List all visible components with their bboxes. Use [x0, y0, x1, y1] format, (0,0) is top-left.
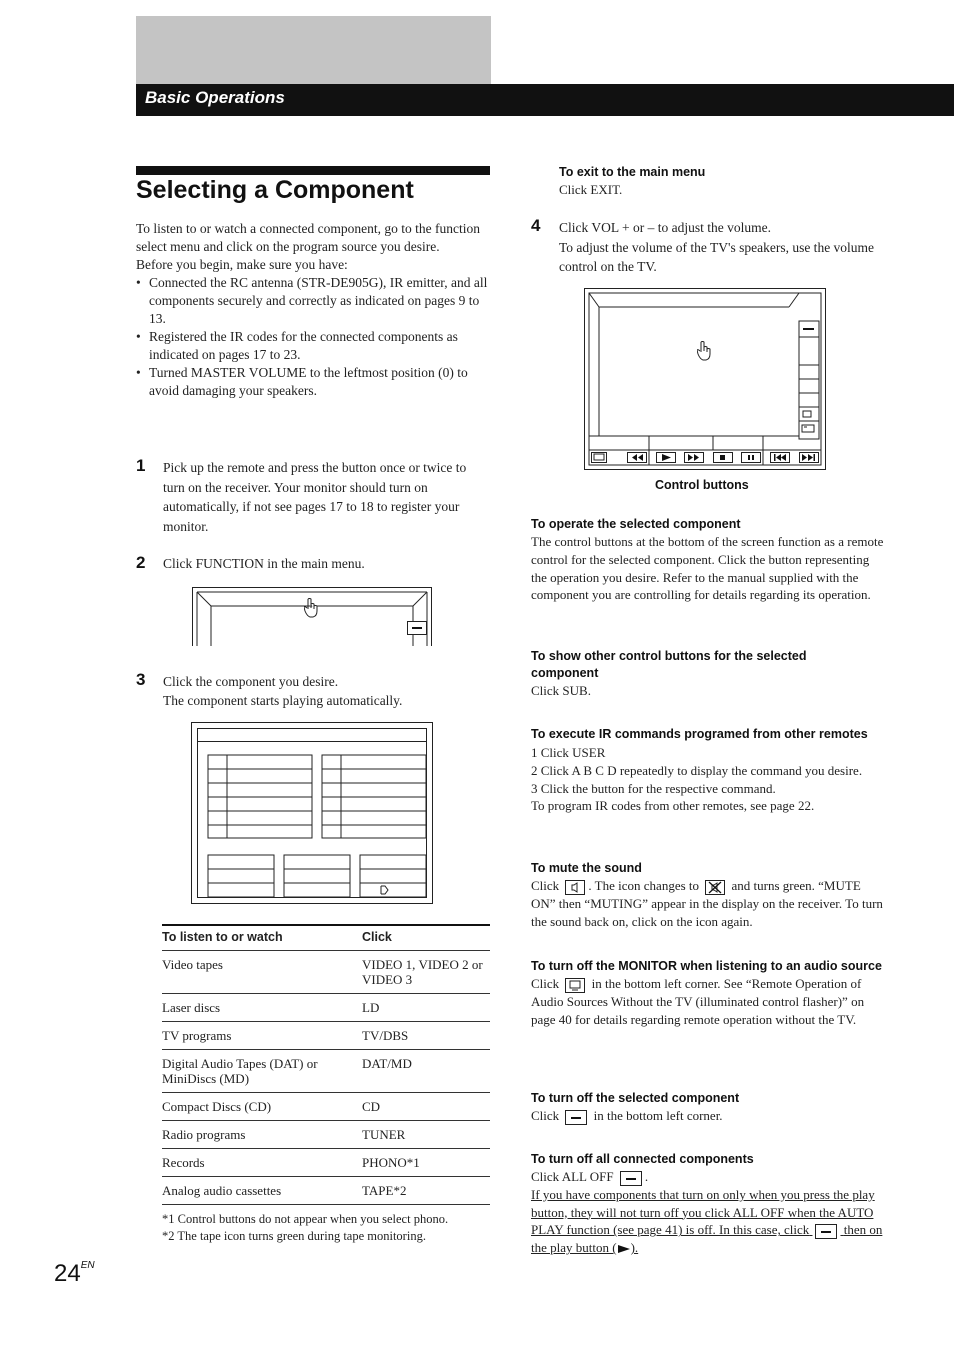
table-row	[162, 1121, 490, 1149]
footnote: *1 Control buttons do not appear when you select phono.	[162, 1212, 449, 1226]
speaker-icon	[565, 880, 585, 895]
section-mute	[531, 860, 887, 930]
section-heading: To execute IR commands programed from other remotes	[531, 727, 868, 741]
step-text	[559, 218, 889, 277]
table-cell: Compact Discs (CD)	[162, 1093, 362, 1121]
table-row	[162, 1177, 490, 1205]
play-button[interactable]	[656, 452, 676, 463]
minus-icon	[565, 1110, 587, 1125]
function-grid	[192, 723, 432, 903]
section-monitor	[531, 958, 887, 1028]
intro	[136, 220, 490, 400]
function-select-screen	[191, 722, 433, 904]
page-title: Selecting a Component	[136, 176, 414, 204]
monitor-icon	[565, 978, 585, 993]
table-cell: DAT/MD	[362, 1050, 490, 1093]
step-line: Click VOL + or – to adjust the volume.	[559, 220, 771, 235]
section-note: If you have components that turn on only when you press the play button, they will not turn off you click ALL OFF when the AUTO PLAY function (see page 41) is off. In this case, click then on the play button ( ).	[531, 1186, 883, 1256]
section-show	[531, 648, 861, 700]
rewind-button[interactable]	[627, 452, 647, 463]
table-cell: Radio programs	[162, 1121, 362, 1149]
table-row	[162, 1050, 490, 1093]
column-header: To listen to or watch	[162, 925, 362, 951]
function-button[interactable]	[407, 621, 427, 635]
pause-button[interactable]	[741, 452, 761, 463]
skip-back-icon	[771, 453, 789, 462]
control-screen	[584, 288, 826, 470]
fast-forward-icon	[685, 453, 703, 462]
step-number: 2	[136, 553, 146, 572]
table-cell: CD	[362, 1093, 490, 1121]
list-item: 1 Click USER	[531, 745, 606, 760]
table-cell: Video tapes	[162, 951, 362, 994]
table-row	[162, 994, 490, 1022]
list-item: 2 Click A B C D repeatedly to display the command you desire.	[531, 762, 863, 778]
intro-text: To listen to or watch a connected component, go to the function select menu and click on the program source you desire.	[136, 221, 480, 254]
table-row	[162, 1022, 490, 1050]
table-cell: TAPE*2	[362, 1177, 490, 1205]
section-text: The control buttons at the bottom of the screen function as a remote control for the selected component. Click the button representing the operation you desire. Refer to the manual supplied with the component you are controlling for details regarding its operation.	[531, 534, 884, 603]
table-cell: TUNER	[362, 1121, 490, 1149]
section-text: Click SUB.	[531, 683, 591, 698]
step-number: 1	[136, 456, 146, 475]
title-rule	[136, 166, 490, 175]
table-cell: VIDEO 1, VIDEO 2 or VIDEO 3	[362, 951, 490, 994]
table-cell: Laser discs	[162, 994, 362, 1022]
section-text: Click ALL OFF .	[531, 1169, 649, 1184]
muted-speaker-icon	[705, 880, 725, 895]
skip-forward-icon	[800, 453, 818, 462]
table-header-row	[162, 925, 490, 951]
section-alloff	[531, 1151, 887, 1257]
step-line: Click the component you desire.	[163, 674, 339, 689]
table-cell: TV programs	[162, 1022, 362, 1050]
step-text	[163, 672, 402, 710]
step-line: The component starts playing automatically.	[163, 693, 403, 708]
table-row	[162, 1149, 490, 1177]
previous-button[interactable]	[770, 452, 790, 463]
table-cell: LD	[362, 994, 490, 1022]
page-number	[54, 1260, 95, 1288]
page-number-value: 24	[54, 1260, 81, 1287]
stop-icon	[714, 453, 732, 462]
section-title: Basic Operations	[145, 88, 285, 107]
control-screen-frame	[585, 289, 825, 469]
rewind-icon	[628, 453, 646, 462]
step-text: Pick up the remote and press the button once or twice to turn on the receiver. Your monitor should turn on automatically, if not see pages 17 to 18 to register your monitor.	[163, 460, 467, 534]
page-suffix: EN	[80, 1260, 95, 1271]
section-heading: To turn off the selected component	[531, 1091, 740, 1105]
monitor-icon	[592, 453, 606, 462]
list-item: • Registered the IR codes for the connected components as indicated on pages 17 to 23.	[149, 328, 490, 364]
section-heading: To mute the sound	[531, 861, 642, 875]
table-cell: Analog audio cassettes	[162, 1177, 362, 1205]
column-header: Click	[362, 925, 490, 951]
table-notes	[162, 1211, 482, 1245]
section-operate	[531, 516, 887, 604]
table-row	[162, 951, 490, 994]
section-heading: To turn off all connected components	[531, 1152, 754, 1166]
section-text: Click in the bottom left corner.	[531, 1108, 723, 1123]
table-cell: Digital Audio Tapes (DAT) or MiniDiscs (MD)	[162, 1050, 362, 1093]
exit-text: Click EXIT.	[559, 182, 623, 197]
section-heading: To operate the selected component	[531, 517, 741, 531]
pause-icon	[742, 453, 760, 462]
header-gray-block	[136, 16, 491, 84]
intro-before: Before you begin, make sure you have:	[136, 257, 348, 272]
footnote: *2 The tape icon turns green during tape monitoring.	[162, 1229, 426, 1243]
component-table-wrap	[162, 924, 490, 1245]
table-cell: Records	[162, 1149, 362, 1177]
fast-forward-button[interactable]	[684, 452, 704, 463]
section-text: To program IR codes from other remotes, see page 22.	[531, 798, 815, 814]
table-cell: PHONO*1	[362, 1149, 490, 1177]
main-menu-screen	[192, 587, 432, 646]
next-button[interactable]	[799, 452, 819, 463]
hand-cursor-icon	[697, 341, 711, 361]
diagram-caption: Control buttons	[655, 478, 749, 492]
play-icon	[617, 1244, 631, 1254]
hand-cursor-icon	[304, 598, 318, 618]
minus-icon	[815, 1224, 837, 1239]
section-ir	[531, 726, 887, 815]
list-item: • Connected the RC antenna (STR-DE905G), IR emitter, and all components securely and correctly as indicated on pages 9 to 13.	[149, 274, 490, 328]
step-line: To adjust the volume of the TV's speakers, use the volume control on the TV.	[559, 239, 875, 274]
section-text: Click in the bottom left corner. See “Remote Operation of Audio Sources Without the TV (illuminated control flasher)” on page 40 for details regarding remote operation without the TV.	[531, 976, 865, 1027]
monitor-off-button[interactable]	[591, 452, 607, 463]
section-off	[531, 1090, 887, 1125]
stop-button[interactable]	[713, 452, 733, 463]
step-number: 3	[136, 670, 146, 689]
section-heading: To turn off the MONITOR when listening to an audio source	[531, 959, 882, 973]
table-cell: TV/DBS	[362, 1022, 490, 1050]
exit-heading: To exit to the main menu	[559, 165, 706, 179]
table-row	[162, 1093, 490, 1121]
component-table	[162, 924, 490, 1205]
minus-icon	[620, 1171, 642, 1186]
prereq-list	[136, 274, 490, 400]
step-number: 4	[531, 216, 541, 235]
play-icon	[657, 453, 675, 462]
section-heading: To show other control buttons for the selected component	[531, 649, 807, 680]
list-item: 3 Click the button for the respective command.	[531, 780, 776, 796]
section-text: Click . The icon changes to and turns green. “MUTE ON” then “MUTING” appear in the display on the receiver. To turn the sound back on, click on the icon again.	[531, 878, 883, 929]
list-item: • Turned MASTER VOLUME to the leftmost position (0) to avoid damaging your speakers.	[149, 364, 490, 400]
step-text: Click FUNCTION in the main menu.	[163, 556, 365, 571]
